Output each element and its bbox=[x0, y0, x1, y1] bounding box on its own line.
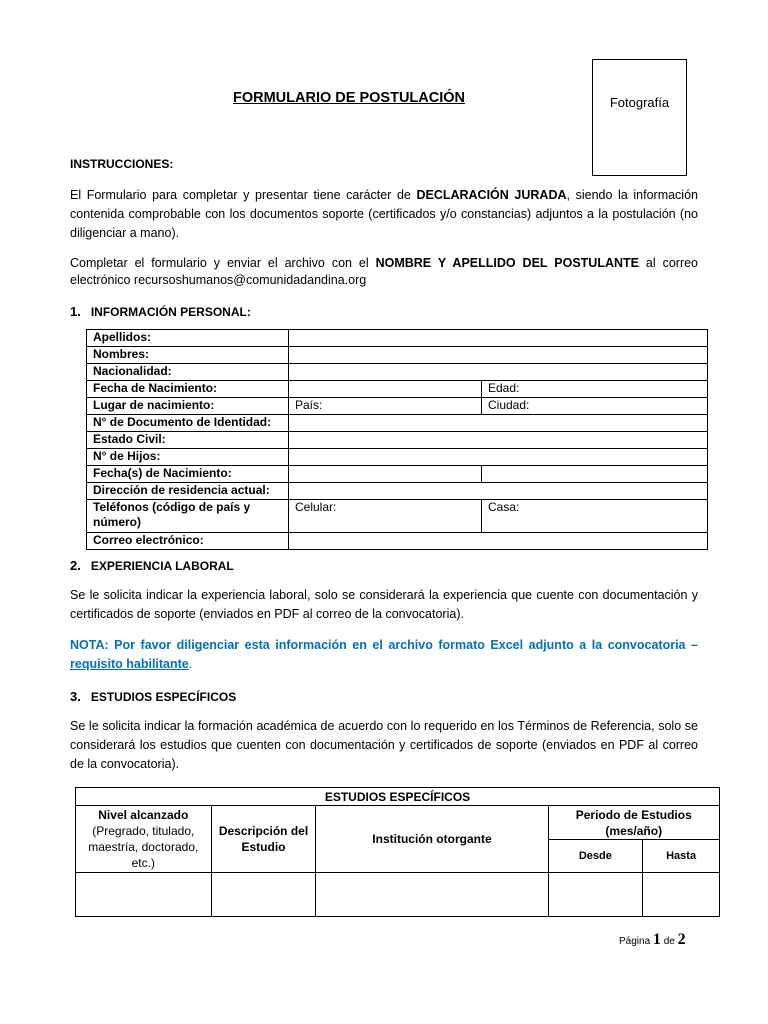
form-title: FORMULARIO DE POSTULACIÓN bbox=[233, 90, 465, 106]
label-direccion: Dirección de residencia actual: bbox=[87, 483, 289, 500]
table-row bbox=[87, 364, 708, 381]
cell-nivel[interactable] bbox=[76, 872, 212, 916]
label-lugar-nacimiento: Lugar de nacimiento: bbox=[87, 398, 289, 415]
label-nacionalidad: Nacionalidad: bbox=[87, 364, 289, 381]
label-nombres: Nombres: bbox=[87, 347, 289, 364]
personal-info-table bbox=[86, 329, 708, 550]
cell-desde[interactable] bbox=[548, 872, 643, 916]
col-nivel-alcanzado: Nivel alcanzado (Pregrado, titulado, maestría, doctorado, etc.) bbox=[76, 806, 212, 873]
table-row bbox=[87, 330, 708, 347]
label-correo: Correo electrónico: bbox=[87, 533, 289, 550]
field-correo[interactable] bbox=[289, 533, 708, 550]
field-pais[interactable]: País: bbox=[289, 398, 482, 415]
label-hijos: N° de Hijos: bbox=[87, 449, 289, 466]
studies-table bbox=[75, 787, 720, 917]
table-row bbox=[87, 533, 708, 550]
field-nacionalidad[interactable] bbox=[289, 364, 708, 381]
label-fechas-nacimiento: Fecha(s) de Nacimiento: bbox=[87, 466, 289, 483]
cell-descripcion[interactable] bbox=[211, 872, 316, 916]
label-documento: N° de Documento de Identidad: bbox=[87, 415, 289, 432]
instructions-paragraph-2: Completar el formulario y enviar el archivo con el NOMBRE Y APELLIDO DEL POSTULANTE al correo electrónico recursoshumanos@comunidadandina.org bbox=[70, 256, 699, 287]
col-desde: Desde bbox=[548, 840, 643, 872]
col-descripcion: Descripción del Estudio bbox=[211, 806, 316, 873]
field-ciudad[interactable]: Ciudad: bbox=[482, 398, 708, 415]
field-hijos[interactable] bbox=[289, 449, 708, 466]
table-row bbox=[87, 415, 708, 432]
section2-heading: 2. EXPERIENCIA LABORAL bbox=[70, 558, 234, 573]
table-row bbox=[87, 381, 708, 398]
table-row bbox=[87, 483, 708, 500]
requisito-habilitante-link: requisito habilitante bbox=[70, 657, 189, 671]
table-row bbox=[87, 398, 708, 415]
label-telefonos: Teléfonos (código de país y número) bbox=[87, 500, 289, 533]
section2-text: Se le solicita indicar la experiencia laboral, solo se considerará la experiencia que cuente con documentación y certificados de soporte (enviados en PDF al correo de la convocatoria). bbox=[70, 588, 698, 621]
col-institucion: Institución otorgante bbox=[316, 806, 548, 873]
table-row bbox=[87, 466, 708, 483]
cell-hasta[interactable] bbox=[643, 872, 720, 916]
field-apellidos[interactable] bbox=[289, 330, 708, 347]
label-apellidos: Apellidos: bbox=[87, 330, 289, 347]
section3-text: Se le solicita indicar la formación académica de acuerdo con lo requerido en los Términos de Referencia, solo se considerará los estudios que cuenten con documentación y certificados de soporte (enviados en PDF al correo de la convocatoria). bbox=[70, 719, 698, 771]
table-row bbox=[87, 449, 708, 466]
instructions-heading: INSTRUCCIONES: bbox=[70, 157, 174, 171]
col-hasta: Hasta bbox=[643, 840, 720, 872]
section2-note: NOTA: Por favor diligenciar esta información en el archivo formato Excel adjunto a la convocatoria – requisito habilitante. bbox=[70, 638, 698, 671]
field-documento[interactable] bbox=[289, 415, 708, 432]
cell-institucion[interactable] bbox=[316, 872, 548, 916]
table-row bbox=[87, 500, 708, 533]
field-celular[interactable]: Celular: bbox=[289, 500, 482, 533]
table-row bbox=[87, 432, 708, 449]
field-estado-civil[interactable] bbox=[289, 432, 708, 449]
col-periodo: Periodo de Estudios (mes/año) bbox=[548, 806, 720, 840]
field-fechas-nacimiento-2[interactable] bbox=[482, 466, 708, 483]
instructions-paragraph-1: El Formulario para completar y presentar tiene carácter de DECLARACIÓN JURADA, siendo la información contenida comprobable con los documentos soporte (certificados y/o constancias) adjuntos a la postulación (no diligenciar a mano). bbox=[70, 188, 698, 240]
table-row bbox=[87, 347, 708, 364]
field-fechas-nacimiento-1[interactable] bbox=[289, 466, 482, 483]
studies-table-title: ESTUDIOS ESPECÍFICOS bbox=[76, 788, 720, 806]
field-direccion[interactable] bbox=[289, 483, 708, 500]
table-row bbox=[76, 806, 720, 840]
label-fecha-nacimiento: Fecha de Nacimiento: bbox=[87, 381, 289, 398]
field-nombres[interactable] bbox=[289, 347, 708, 364]
label-estado-civil: Estado Civil: bbox=[87, 432, 289, 449]
table-row bbox=[76, 872, 720, 916]
field-casa[interactable]: Casa: bbox=[482, 500, 708, 533]
field-fecha-nacimiento[interactable] bbox=[289, 381, 482, 398]
section1-heading: 1. INFORMACIÓN PERSONAL: bbox=[70, 304, 251, 319]
field-edad[interactable]: Edad: bbox=[482, 381, 708, 398]
section3-heading: 3. ESTUDIOS ESPECÍFICOS bbox=[70, 689, 237, 704]
page-number: Página 1 de 2 bbox=[619, 931, 686, 948]
photo-label: Fotografía bbox=[609, 95, 670, 110]
table-row bbox=[76, 788, 720, 806]
